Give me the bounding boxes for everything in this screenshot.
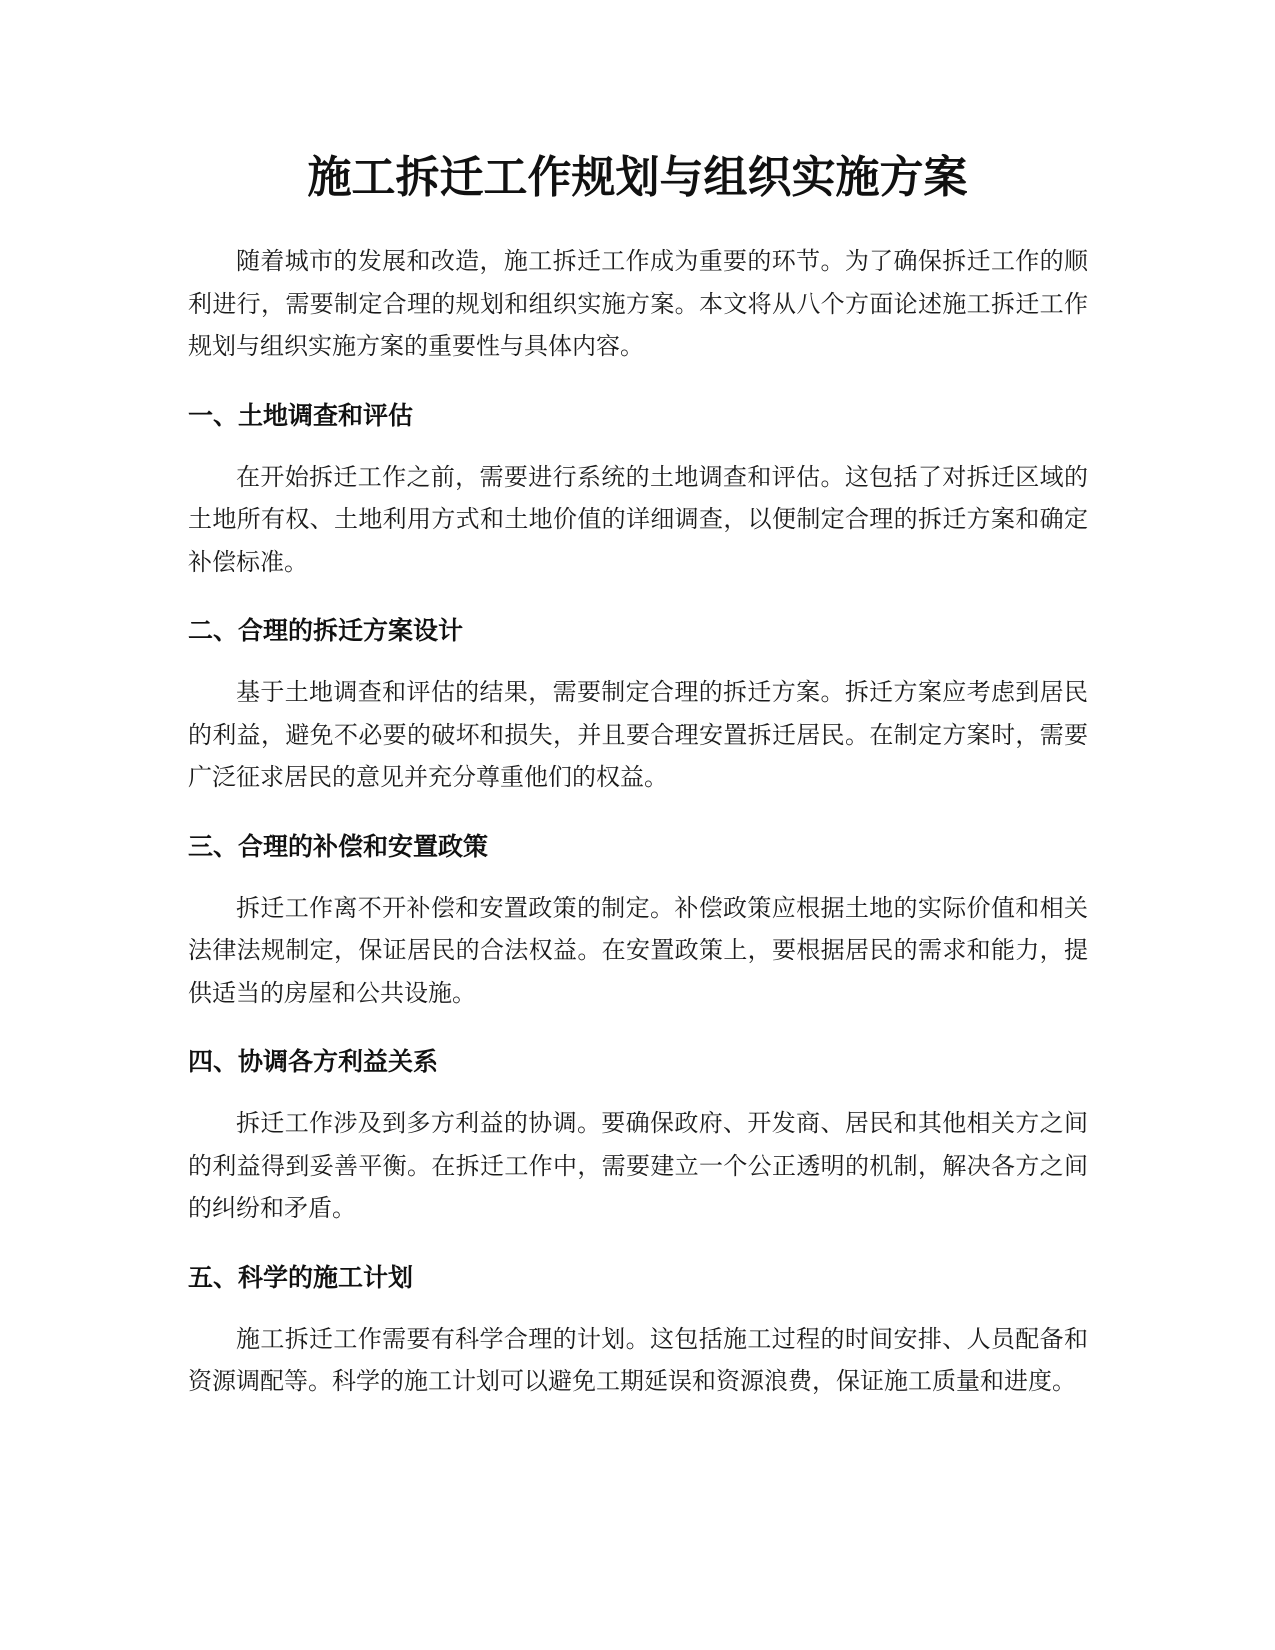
section-heading-4: 四、协调各方利益关系 (188, 1047, 439, 1076)
document-body (188, 240, 1088, 1403)
section-heading-2: 二、合理的拆迁方案设计 (188, 616, 464, 645)
intro-paragraph: 随着城市的发展和改造，施工拆迁工作成为重要的环节。为了确保拆迁工作的顺利进行，需要制定合理的规划和组织实施方案。本文将从八个方面论述施工拆迁工作规划与组织实施方案的重要性与具体内容。 (188, 247, 1088, 360)
section-paragraph-2: 基于土地调查和评估的结果，需要制定合理的拆迁方案。拆迁方案应考虑到居民的利益，避免不必要的破坏和损失，并且要合理安置拆迁居民。在制定方案时，需要广泛征求居民的意见并充分尊重他们的权益。 (188, 678, 1088, 791)
section-paragraph-5: 施工拆迁工作需要有科学合理的计划。这包括施工过程的时间安排、人员配备和资源调配等。科学的施工计划可以避免工期延误和资源浪费，保证施工质量和进度。 (188, 1324, 1088, 1395)
section-heading-5: 五、科学的施工计划 (188, 1262, 414, 1292)
document-title: 施工拆迁工作规划与组织实施方案 (307, 152, 968, 203)
section-paragraph-1: 在开始拆迁工作之前，需要进行系统的土地调查和评估。这包括了对拆迁区域的土地所有权、土地利用方式和土地价值的详细调查，以便制定合理的拆迁方案和确定补偿标准。 (188, 462, 1088, 576)
section-paragraph-4: 拆迁工作涉及到多方利益的协调。要确保政府、开发商、居民和其他相关方之间的利益得到妥善平衡。在拆迁工作中，需要建立一个公正透明的机制，解决各方之间的纠纷和矛盾。 (188, 1109, 1088, 1222)
section-heading-3: 三、合理的补偿和安置政策 (188, 831, 489, 861)
section-paragraph-3: 拆迁工作离不开补偿和安置政策的制定。补偿政策应根据土地的实际价值和相关法律法规制定，保证居民的合法权益。在安置政策上，要根据居民的需求和能力，提供适当的房屋和公共设施。 (188, 893, 1088, 1007)
section-heading-1: 一、土地调查和评估 (188, 400, 414, 430)
